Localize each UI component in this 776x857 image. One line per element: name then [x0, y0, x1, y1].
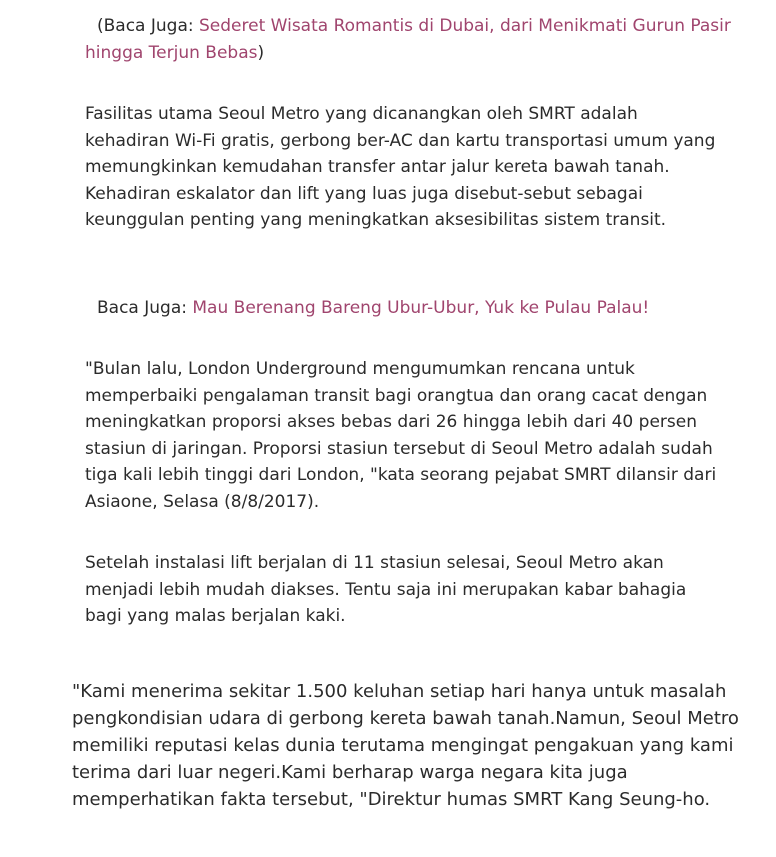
baca-juga-2-prefix: Baca Juga: — [97, 298, 193, 318]
paragraph-3: Setelah instalasi lift berjalan di 11 stasiun selesai, Seoul Metro akan menjadi lebih mudah diakses. Tentu saja ini merupakan kabar bahagia bagi yang malas berjalan kaki. — [85, 553, 687, 626]
paragraph-4: "Kami menerima sekitar 1.500 keluhan setiap hari hanya untuk masalah pengkondisian udara di gerbong kereta bawah tanah.Namun, Seoul Metro memiliki reputasi kelas dunia terutama mengingat pengakuan yang kami terima dari luar negeri.Kami berharap warga negara kita juga memperhatikan fakta tersebut, "Direktur humas SMRT Kang Seung-ho. — [72, 681, 739, 810]
baca-juga-1-suffix: ) — [257, 42, 265, 63]
paragraph-1: Fasilitas utama Seoul Metro yang dicanangkan oleh SMRT adalah kehadiran Wi-Fi gratis, gerbong ber-AC dan kartu transportasi umum yang memungkinkan kemudahan transfer antar jalur kereta bawah tanah. Kehadiran eskalator dan lift yang luas juga disebut-sebut sebagai keunggulan penting yang meningkatkan aksesibilitas sistem transit. — [85, 104, 716, 230]
baca-juga-1 — [85, 13, 745, 66]
baca-juga-2-link[interactable]: Mau Berenang Bareng Ubur-Ubur, Yuk ke Pulau Palau! — [192, 298, 650, 318]
baca-juga-1-link[interactable]: Sederet Wisata Romantis di Dubai, dari Menikmati Gurun Pasir hingga Terjun Bebas — [85, 16, 731, 63]
baca-juga-1-prefix: (Baca Juga: — [97, 16, 200, 36]
paragraph-2: "Bulan lalu, London Underground mengumumkan rencana untuk memperbaiki pengalaman transit bagi orangtua dan orang cacat dengan meningkatkan proporsi akses bebas dari 26 hingga lebih dari 40 persen stasiun di jaringan. Proporsi stasiun tersebut di Seoul Metro adalah sudah tiga kali lebih tinggi dari London, "kata seorang pejabat SMRT dilansir dari Asiaone, Selasa (8/8/2017). — [85, 359, 717, 512]
baca-juga-2 — [97, 295, 737, 322]
